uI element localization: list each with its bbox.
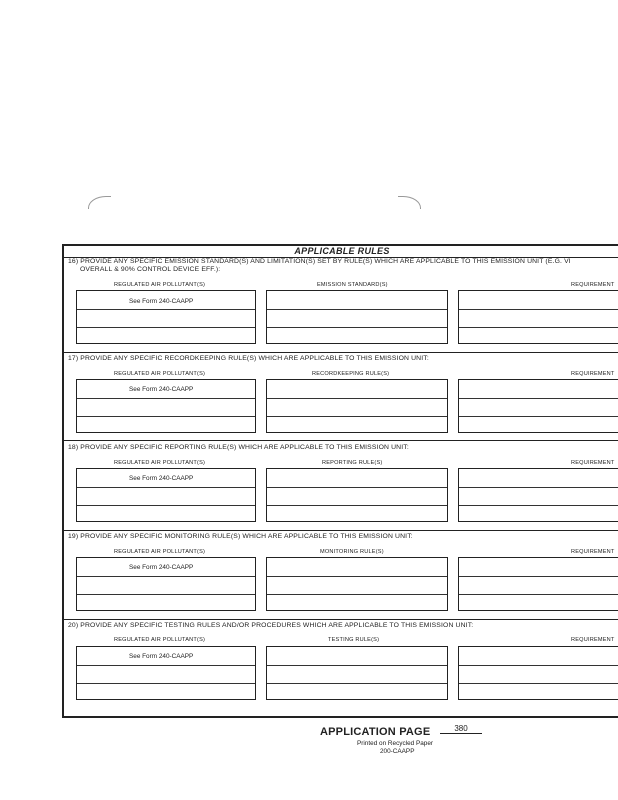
printed-on-note: Printed on Recycled Paper bbox=[357, 740, 434, 747]
column-header-pollutant: REGULATED AIR POLLUTANT(S) bbox=[114, 549, 206, 555]
rule-field-box[interactable] bbox=[266, 557, 448, 611]
requirement-field-box[interactable] bbox=[458, 557, 618, 611]
question-16: 16) PROVIDE ANY SPECIFIC EMISSION STANDARD(S) AND LIMITATION(S) SET BY RULE(S) WHICH ARE APPLICABLE TO THIS EMISSION UNIT (E.G. VI bbox=[68, 258, 571, 265]
column-header-rule: RECORDKEEPING RULE(S) bbox=[312, 371, 390, 377]
column-header-rule: TESTING RULE(S) bbox=[328, 637, 380, 643]
scan-curl-mark-right bbox=[398, 196, 421, 209]
rule-field-box[interactable] bbox=[266, 379, 448, 433]
section-divider bbox=[64, 619, 618, 620]
pollutant-value: See Form 240-CAAPP bbox=[129, 653, 194, 660]
pollutant-field-box[interactable] bbox=[76, 379, 256, 433]
section-divider bbox=[64, 440, 618, 441]
form-code: 200-CAAPP bbox=[380, 748, 415, 755]
rule-field-box[interactable] bbox=[266, 646, 448, 700]
column-header-requirement: REQUIREMENT bbox=[571, 637, 615, 643]
requirement-field-box[interactable] bbox=[458, 379, 618, 433]
page-number: 380 bbox=[440, 724, 482, 734]
rule-field-box[interactable] bbox=[266, 290, 448, 344]
question-17: 17) PROVIDE ANY SPECIFIC RECORDKEEPING RULE(S) WHICH ARE APPLICABLE TO THIS EMISSION UNIT: bbox=[68, 355, 429, 362]
column-header-requirement: REQUIREMENT bbox=[571, 460, 615, 466]
pollutant-value: See Form 240-CAAPP bbox=[129, 298, 194, 305]
application-page-label: APPLICATION PAGE bbox=[320, 726, 431, 738]
requirement-field-box[interactable] bbox=[458, 468, 618, 522]
column-header-pollutant: REGULATED AIR POLLUTANT(S) bbox=[114, 460, 206, 466]
column-header-rule: MONITORING RULE(S) bbox=[320, 549, 384, 555]
pollutant-field-box[interactable] bbox=[76, 290, 256, 344]
column-header-pollutant: REGULATED AIR POLLUTANT(S) bbox=[114, 637, 206, 643]
pollutant-value: See Form 240-CAAPP bbox=[129, 386, 194, 393]
pollutant-value: See Form 240-CAAPP bbox=[129, 475, 194, 482]
scan-curl-mark-left bbox=[88, 196, 111, 209]
section-title: APPLICABLE RULES bbox=[62, 246, 618, 258]
column-header-rule: REPORTING RULE(S) bbox=[322, 460, 383, 466]
column-header-pollutant: REGULATED AIR POLLUTANT(S) bbox=[114, 371, 206, 377]
pollutant-field-box[interactable] bbox=[76, 468, 256, 522]
pollutant-value: See Form 240-CAAPP bbox=[129, 564, 194, 571]
question-19: 19) PROVIDE ANY SPECIFIC MONITORING RULE(S) WHICH ARE APPLICABLE TO THIS EMISSION UNIT: bbox=[68, 533, 413, 540]
column-header-requirement: REQUIREMENT bbox=[571, 282, 615, 288]
question-20: 20) PROVIDE ANY SPECIFIC TESTING RULES AND/OR PROCEDURES WHICH ARE APPLICABLE TO THIS EMISSION UNIT: bbox=[68, 622, 474, 629]
column-header-rule: EMISSION STANDARD(S) bbox=[317, 282, 388, 288]
question-18: 18) PROVIDE ANY SPECIFIC REPORTING RULE(S) WHICH ARE APPLICABLE TO THIS EMISSION UNIT: bbox=[68, 444, 409, 451]
column-header-requirement: REQUIREMENT bbox=[571, 371, 615, 377]
section-divider bbox=[64, 530, 618, 531]
column-header-pollutant: REGULATED AIR POLLUTANT(S) bbox=[114, 282, 206, 288]
pollutant-field-box[interactable] bbox=[76, 557, 256, 611]
column-header-requirement: REQUIREMENT bbox=[571, 549, 615, 555]
question-16-continued: OVERALL & 90% CONTROL DEVICE EFF.): bbox=[80, 266, 221, 273]
requirement-field-box[interactable] bbox=[458, 290, 618, 344]
rule-field-box[interactable] bbox=[266, 468, 448, 522]
section-divider bbox=[64, 352, 618, 353]
requirement-field-box[interactable] bbox=[458, 646, 618, 700]
pollutant-field-box[interactable] bbox=[76, 646, 256, 700]
